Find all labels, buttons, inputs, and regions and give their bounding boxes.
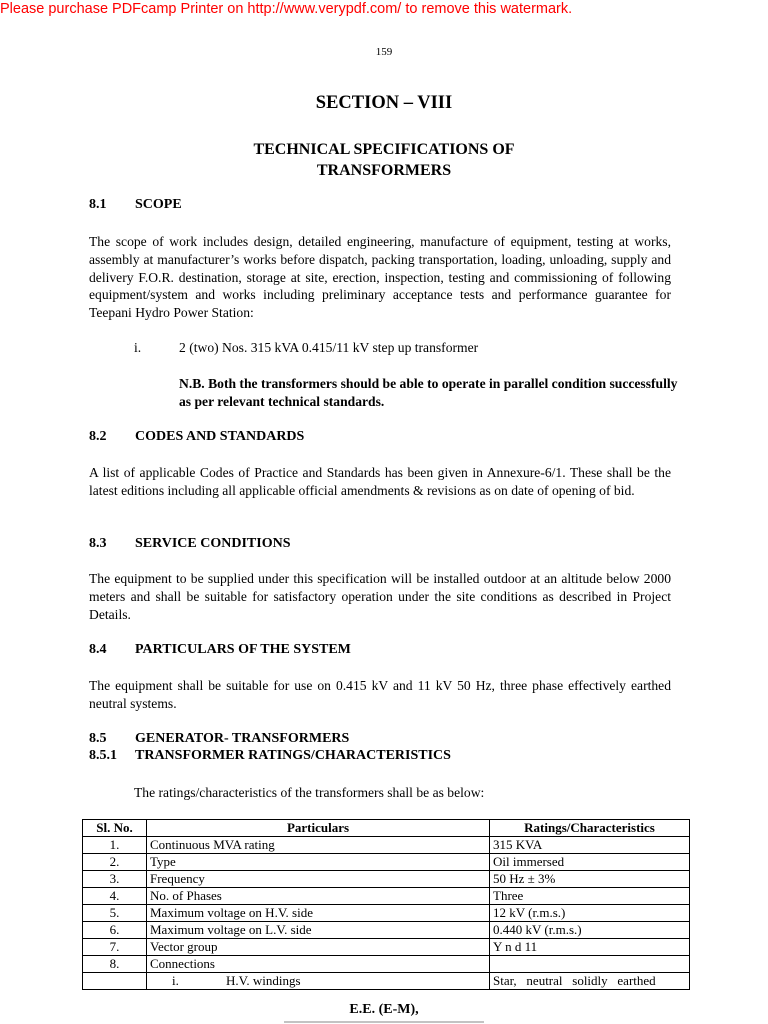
heading-8-4: [89, 642, 351, 658]
document-title-line-1: TECHNICAL SPECIFICATIONS OF: [253, 141, 515, 158]
cell-rating: 50 Hz ± 3%: [490, 871, 690, 888]
heading-8-3: [89, 536, 291, 552]
cell-particular: Type: [147, 854, 490, 871]
footer-signature-title: E.E. (E-M),: [349, 1002, 419, 1017]
heading-text: SCOPE: [135, 197, 182, 212]
heading-text: PARTICULARS OF THE SYSTEM: [135, 642, 351, 657]
table-row: [83, 905, 690, 922]
cell-rating: 12 kV (r.m.s.): [490, 905, 690, 922]
table-header-row: [83, 820, 690, 837]
parallel-operation-note: N.B. Both the transformers should be able to operate in parallel condition successfully as per relevant technical standards.: [179, 376, 678, 409]
cell-particular: [147, 973, 490, 990]
cell-sl-no: 3.: [83, 871, 147, 888]
cut-off-footer-line: [284, 1019, 484, 1024]
table-row: [83, 837, 690, 854]
page-number: 159: [375, 46, 393, 58]
cell-rating: Oil immersed: [490, 854, 690, 871]
cell-rating: Y n d 11: [490, 939, 690, 956]
cell-rating: Three: [490, 888, 690, 905]
table-row: [83, 888, 690, 905]
column-header-particulars: Particulars: [147, 820, 490, 837]
cell-sl-no: 7.: [83, 939, 147, 956]
heading-number: 8.3: [89, 536, 107, 551]
cell-particular: Vector group: [147, 939, 490, 956]
column-header-ratings: Ratings/Characteristics: [490, 820, 690, 837]
cell-particular: Continuous MVA rating: [147, 837, 490, 854]
heading-8-5: [89, 731, 349, 747]
cell-rating: [490, 956, 690, 973]
cell-particular: Frequency: [147, 871, 490, 888]
list-item-text: 2 (two) Nos. 315 kVA 0.415/11 kV step up transformer: [179, 340, 479, 355]
table-intro-text: The ratings/characteristics of the transformers shall be as below:: [134, 785, 485, 800]
heading-number: 8.4: [89, 642, 107, 657]
cell-sl-no: 5.: [83, 905, 147, 922]
heading-8-5-1: [89, 748, 451, 764]
list-item-number: i.: [134, 340, 142, 355]
service-conditions-paragraph: The equipment to be supplied under this specification will be installed outdoor at an altitude below 2000 meters and shall be suitable for satisfactory operation under the site conditions as described in Project Details.: [89, 571, 671, 622]
cell-sl-no: 2.: [83, 854, 147, 871]
cell-particular: Maximum voltage on H.V. side: [147, 905, 490, 922]
cell-sl-no: 8.: [83, 956, 147, 973]
cell-particular: Connections: [147, 956, 490, 973]
table-row: [83, 854, 690, 871]
cell-rating: 315 KVA: [490, 837, 690, 854]
table-row: [83, 956, 690, 973]
table-row: [83, 939, 690, 956]
heading-text: SERVICE CONDITIONS: [135, 536, 291, 551]
cell-sl-no: 1.: [83, 837, 147, 854]
cell-sl-no: 6.: [83, 922, 147, 939]
column-header-sl-no: Sl. No.: [83, 820, 147, 837]
heading-number: 8.5: [89, 731, 107, 746]
heading-text: GENERATOR- TRANSFORMERS: [135, 731, 350, 746]
section-title: SECTION – VIII: [315, 93, 453, 113]
cell-sl-no-empty: [83, 973, 147, 990]
cell-rating: 0.440 kV (r.m.s.): [490, 922, 690, 939]
cell-sl-no: 4.: [83, 888, 147, 905]
table-row: [83, 922, 690, 939]
table-row: [83, 871, 690, 888]
cell-particular: No. of Phases: [147, 888, 490, 905]
ratings-table: [82, 819, 690, 990]
document-title: [0, 139, 768, 181]
scope-paragraph: The scope of work includes design, detailed engineering, manufacture of equipment, testing at works, assembly at manufacturer’s works before dispatch, packing transportation, loading, unloading, supply and delivery F.O.R. destination, storage at site, erection, inspection, testing and commissioning of following equipment/system and works including preliminary acceptance tests and performance guarantee for Teepani Hydro Power Station:: [89, 234, 671, 321]
heading-text: TRANSFORMER RATINGS/CHARACTERISTICS: [135, 748, 451, 763]
heading-number: 8.2: [89, 429, 107, 444]
heading-number: 8.1: [89, 197, 107, 212]
subitem-number: i.: [172, 973, 179, 988]
heading-8-2: [89, 429, 304, 445]
cell-particular: Maximum voltage on L.V. side: [147, 922, 490, 939]
heading-number: 8.5.1: [89, 748, 117, 763]
cell-rating: Star, neutral solidly earthed: [490, 973, 690, 990]
system-particulars-paragraph: The equipment shall be suitable for use on 0.415 kV and 11 kV 50 Hz, three phase effectively earthed neutral systems.: [89, 678, 671, 711]
document-title-line-2: TRANSFORMERS: [316, 162, 452, 179]
heading-8-1: [89, 197, 182, 213]
codes-paragraph: A list of applicable Codes of Practice and Standards has been given in Annexure-6/1. These shall be the latest editions including all applicable official amendments & revisions as on date of opening of bid.: [89, 465, 671, 498]
table-subrow: [83, 973, 690, 990]
heading-text: CODES AND STANDARDS: [135, 429, 305, 444]
watermark-text: Please purchase PDFcamp Printer on http://www.verypdf.com/ to remove this watermark.: [0, 1, 573, 17]
subitem-text: H.V. windings: [226, 973, 301, 988]
